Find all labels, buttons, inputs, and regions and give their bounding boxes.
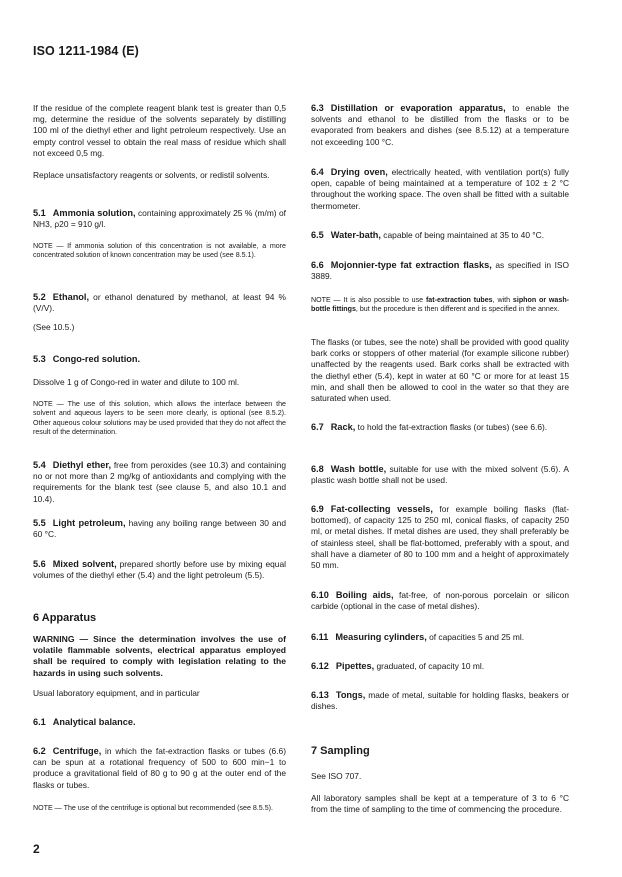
clause-text: of capacities 5 and 25 ml. <box>426 632 525 642</box>
clause-number: 6.10 <box>311 590 329 600</box>
clause-text: to hold the fat-extraction flasks (or tubes) (see 6.6). <box>355 422 548 432</box>
clause-title: Wash bottle, <box>330 464 387 474</box>
clause-6-6-text: The flasks (or tubes, see the note) shall be provided with good quality bark corks or stoppers of other material (for example silicone rubber) unaffected by the reagents used. Bark corks shall be extracted with the diethyl ether (5.4), kept in water at 60 °C or more for at least 15 min, and shall then be allowed to cool in the water so that they are saturated when used. <box>311 337 569 404</box>
note-term: siphon or wash-bottle fittings <box>311 296 570 314</box>
clause-text: having any boiling range between 30 and 60 °C. <box>33 518 287 540</box>
paragraph-sample-storage: All laboratory samples shall be kept at a temperature of 3 to 6 °C from the time of sampling to the time of commencing the procedure. <box>311 793 569 815</box>
clause-text: containing approximately 25 % (m/m) of NH3, ρ20 = 910 g/l. <box>33 208 286 230</box>
clause-title: Water-bath, <box>330 230 381 240</box>
note-5-1: NOTE — If ammonia solution of this concentration is not available, a more concentrated solution of known concentration may be used (see 8.5.1). <box>33 242 286 260</box>
clause-6-10 <box>311 590 569 612</box>
clause-text: as specified in ISO 3889. <box>311 260 570 282</box>
clause-number: 6.1 <box>33 717 46 727</box>
paragraph-usual-equipment: Usual laboratory equipment, and in particular <box>33 688 200 698</box>
clause-title: Congo-red solution. <box>52 354 141 364</box>
clause-title: Distillation or evaporation apparatus, <box>330 103 506 113</box>
section-7-heading: 7 Sampling <box>311 745 370 757</box>
clause-5-4 <box>33 460 286 505</box>
clause-title: Pipettes, <box>335 661 375 671</box>
clause-number: 6.12 <box>311 661 329 671</box>
clause-6-11 <box>311 632 569 643</box>
clause-5-5 <box>33 518 286 540</box>
clause-number: 6.5 <box>311 230 324 240</box>
clause-text: to enable the solvents and ethanol to be distilled from the flasks or to be evaporated from beakers and dishes (see 8.5.12) at a temperature not exceeding 100 °C. <box>311 103 569 147</box>
note-text: NOTE — It is also possible to use <box>311 296 426 304</box>
clause-number: 5.1 <box>33 208 46 218</box>
clause-number: 5.6 <box>33 559 46 569</box>
clause-number: 6.13 <box>311 690 329 700</box>
clause-title: Measuring cylinders, <box>335 632 427 642</box>
clause-title: Ammonia solution, <box>52 208 136 218</box>
clause-6-4 <box>311 167 569 212</box>
clause-number: 5.5 <box>33 518 46 528</box>
clause-5-2 <box>33 292 286 314</box>
note-text: , but the procedure is then different and is specified in the annex. <box>355 305 560 314</box>
clause-number: 6.11 <box>311 632 329 642</box>
clause-5-3 <box>33 354 286 365</box>
warning-text: WARNING — Since the determination involves the use of volatile flammable solvents, electrical apparatus employed shall be required to comply with legislation relating to the hazards in using such solvents. <box>33 634 286 678</box>
clause-title: Drying oven, <box>330 167 388 177</box>
page-number: 2 <box>33 842 40 856</box>
clause-text: capable of being maintained at 35 to 40 °C. <box>380 230 545 240</box>
clause-6-3 <box>311 103 569 148</box>
clause-number: 6.4 <box>311 167 324 177</box>
clause-title: Analytical balance. <box>52 717 136 727</box>
clause-number: 6.9 <box>311 504 324 514</box>
note-5-3: NOTE — The use of this solution, which allows the interface between the solvent and aqueous layers to be seen more clearly, is optional (see 8.5.2). Other aqueous colour solutions may be used provided that they do not affect the result of the determination. <box>33 400 286 437</box>
clause-number: 6.7 <box>311 422 324 432</box>
clause-number: 6.2 <box>33 746 46 756</box>
note-term: fat-extraction tubes <box>425 296 493 304</box>
clause-text: graduated, of capacity 10 ml. <box>374 661 485 671</box>
clause-6-6 <box>311 260 569 282</box>
clause-6-13 <box>311 690 569 712</box>
clause-title: Mixed solvent, <box>52 559 117 569</box>
section-6-heading: 6 Apparatus <box>33 612 97 624</box>
clause-text: in which the fat-extraction flasks or tubes (6.6) can be spun at a rotational frequency of 500 to 600 min−1 to produce a gravitational field of 80 g to 90 g at the outer end of the flasks or tubes. <box>33 746 286 790</box>
clause-title: Fat-collecting vessels, <box>330 504 433 514</box>
clause-number: 5.2 <box>33 292 46 302</box>
clause-6-2 <box>33 746 286 791</box>
clause-number: 5.4 <box>33 460 46 470</box>
clause-text: fat-free, of non-porous porcelain or silicon carbide (optional in the case of metal dishes). <box>311 590 569 612</box>
clause-number: 6.8 <box>311 464 324 474</box>
clause-text: made of metal, suitable for holding flasks, beakers or dishes. <box>311 690 569 712</box>
clause-title: Diethyl ether, <box>52 460 111 470</box>
clause-number: 6.3 <box>311 103 324 113</box>
clause-title: Rack, <box>330 422 356 432</box>
document-header: ISO 1211-1984 (E) <box>33 44 139 58</box>
clause-6-1 <box>33 717 286 728</box>
note-6-2: NOTE — The use of the centrifuge is optional but recommended (see 8.5.5). <box>33 804 273 812</box>
clause-title: Boiling aids, <box>335 590 394 600</box>
clause-6-8 <box>311 464 569 486</box>
clause-text: prepared shortly before use by mixing equal volumes of the diethyl ether (5.4) and the light petroleum (5.5). <box>33 559 286 581</box>
clause-6-9 <box>311 504 569 571</box>
paragraph-see-iso-707: See ISO 707. <box>311 771 362 781</box>
clause-title: Light petroleum, <box>52 518 126 528</box>
clause-6-12 <box>311 661 569 672</box>
clause-number: 6.6 <box>311 260 324 270</box>
clause-text: or ethanol denatured by methanol, at least 94 % (V/V). <box>33 292 286 314</box>
clause-title: Centrifuge, <box>52 746 102 756</box>
paragraph-replace: Replace unsatisfactory reagents or solvents, or redistil solvents. <box>33 170 270 180</box>
clause-6-7 <box>311 422 569 433</box>
clause-5-3-text: Dissolve 1 g of Congo-red in water and dilute to 100 ml. <box>33 377 240 387</box>
note-text: , with <box>492 296 513 304</box>
clause-6-5 <box>311 230 569 241</box>
clause-text: electrically heated, with ventilation port(s) fully open, capable of being maintained at a temperature of 102 ± 2 °C throughout the working space. The oven shall be fitted with a suitable thermometer. <box>311 167 569 211</box>
paragraph-residue: If the residue of the complete reagent blank test is greater than 0,5 mg, determine the residue of the solvents separately by distilling 100 ml of the diethyl ether and light petroleum respectively. Use an empty control vessel to obtain the real mass of residue which shall not exceed 0,5 mg. <box>33 103 286 158</box>
see-10-5: (See 10.5.) <box>33 322 75 332</box>
clause-text: suitable for use with the mixed solvent (5.6). A plastic wash bottle shall not be used. <box>311 464 569 486</box>
note-6-6 <box>311 296 569 315</box>
clause-text: for example boiling flasks (flat-bottomed), of capacity 125 to 250 ml, conical flasks, of capacity 250 ml, or metal dishes. If metal dishes are used, they shall preferably be of stainless steel, shall be flat-bottomed, preferably with a spout, and shall have a diameter of 80 to 100 mm and a height of approximately 50 mm. <box>311 504 569 571</box>
clause-5-6 <box>33 559 286 581</box>
clause-number: 5.3 <box>33 354 46 364</box>
clause-title: Mojonnier-type fat extraction flasks, <box>330 260 492 270</box>
clause-title: Ethanol, <box>52 292 90 302</box>
clause-title: Tongs, <box>335 690 366 700</box>
clause-5-1 <box>33 208 286 230</box>
clause-text: free from peroxides (see 10.3) and containing no or not more than 2 mg/kg of antioxidants and complying with the requirements for the blank test (see clause 5, and also 10.1 and 10.4). <box>33 460 286 504</box>
